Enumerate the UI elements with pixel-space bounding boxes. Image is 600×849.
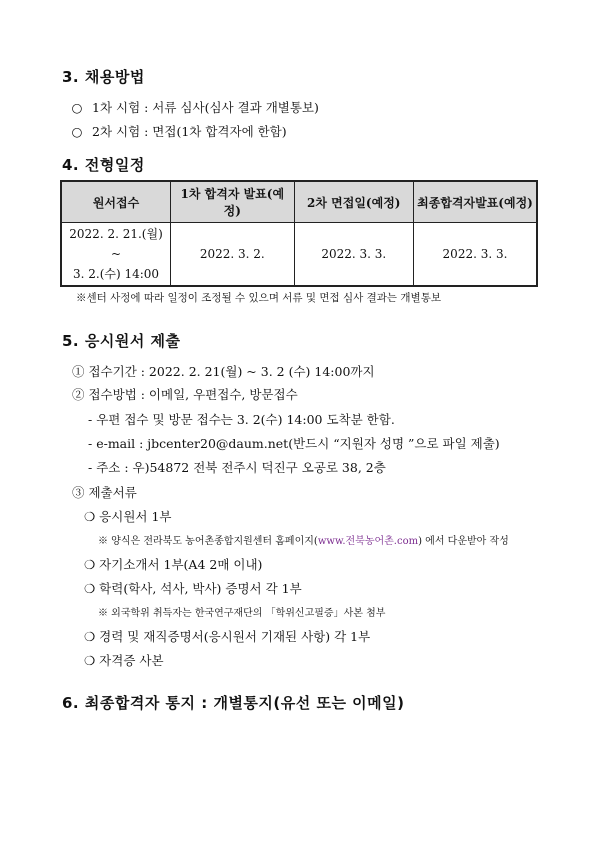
section-4-title: 4. 전형일정 bbox=[62, 156, 145, 174]
method-email: - e-mail : jbcenter20@daum.net(반드시 “지원자 성명 ”으로 파일 제출) bbox=[88, 436, 500, 451]
note-text-a: ※ 양식은 전라북도 농어촌종합지원센터 홈페이지( bbox=[98, 536, 318, 547]
doc-license-copy: ❍ 자격증 사본 bbox=[84, 653, 164, 668]
circle-bullet-icon: ○ bbox=[71, 100, 83, 115]
cell-final-result: 2022. 3. 3. bbox=[414, 223, 538, 287]
sec3-item-2-text: 2차 시험 : 면접(1차 합격자에 한함) bbox=[92, 124, 287, 139]
table-header-row bbox=[61, 181, 537, 223]
circle-bullet-icon: ○ bbox=[71, 124, 83, 139]
schedule-table bbox=[60, 180, 538, 287]
table-row bbox=[61, 223, 537, 287]
header-interview: 2차 면접일(예정) bbox=[294, 181, 413, 223]
cell-receipt bbox=[61, 223, 171, 287]
header-first-result: 1차 합격자 발표(예정) bbox=[171, 181, 294, 223]
sec3-item-2 bbox=[62, 122, 287, 140]
header-receipt: 원서접수 bbox=[61, 181, 171, 223]
section-3-title: 3. 채용방법 bbox=[62, 68, 145, 86]
receipt-line-2: 3. 2.(수) 14:00 bbox=[72, 267, 160, 281]
cell-first-result: 2022. 3. 2. bbox=[171, 223, 294, 287]
method-address: - 주소 : 우)54872 전북 전주시 덕진구 오공로 38, 2층 bbox=[88, 460, 386, 475]
doc-application-note bbox=[98, 532, 509, 547]
schedule-note: ※센터 사정에 따라 일정이 조정될 수 있으며 서류 및 면접 심사 결과는 개별통보 bbox=[76, 292, 441, 304]
receipt-method: ② 접수방법 : 이메일, 우편접수, 방문접수 bbox=[72, 387, 298, 402]
doc-career-cert: ❍ 경력 및 재직증명서(응시원서 기재된 사항) 각 1부 bbox=[84, 629, 371, 644]
sec3-item-1-text: 1차 시험 : 서류 심사(심사 결과 개별통보) bbox=[92, 100, 319, 115]
homepage-link[interactable]: www.전북농어촌.com bbox=[317, 536, 419, 547]
section-6-title: 6. 최종합격자 통지 : 개별통지(유선 또는 이메일) bbox=[62, 694, 405, 712]
receipt-line-1: 2022. 2. 21.(월) ~ bbox=[69, 227, 163, 261]
cell-interview: 2022. 3. 3. bbox=[294, 223, 413, 287]
doc-application: ❍ 응시원서 1부 bbox=[84, 509, 172, 524]
note-text-b: ) 에서 다운받아 작성 bbox=[418, 536, 509, 547]
doc-degree-cert: ❍ 학력(학사, 석사, 박사) 증명서 각 1부 bbox=[84, 581, 302, 596]
method-mail-visit: - 우편 접수 및 방문 접수는 3. 2(수) 14:00 도착분 한함. bbox=[88, 412, 395, 427]
header-final-result: 최종합격자발표(예정) bbox=[414, 181, 538, 223]
submission-docs-title: ③ 제출서류 bbox=[72, 485, 137, 500]
doc-degree-note: ※ 외국학위 취득자는 한국연구재단의 「학위신고필증」사본 첨부 bbox=[98, 608, 386, 619]
sec3-item-1 bbox=[62, 98, 319, 116]
doc-self-intro: ❍ 자기소개서 1부(A4 2매 이내) bbox=[84, 557, 263, 572]
section-5-title: 5. 응시원서 제출 bbox=[62, 332, 181, 350]
receipt-period: ① 접수기간 : 2022. 2. 21(월) ~ 3. 2 (수) 14:00까지 bbox=[72, 364, 375, 379]
